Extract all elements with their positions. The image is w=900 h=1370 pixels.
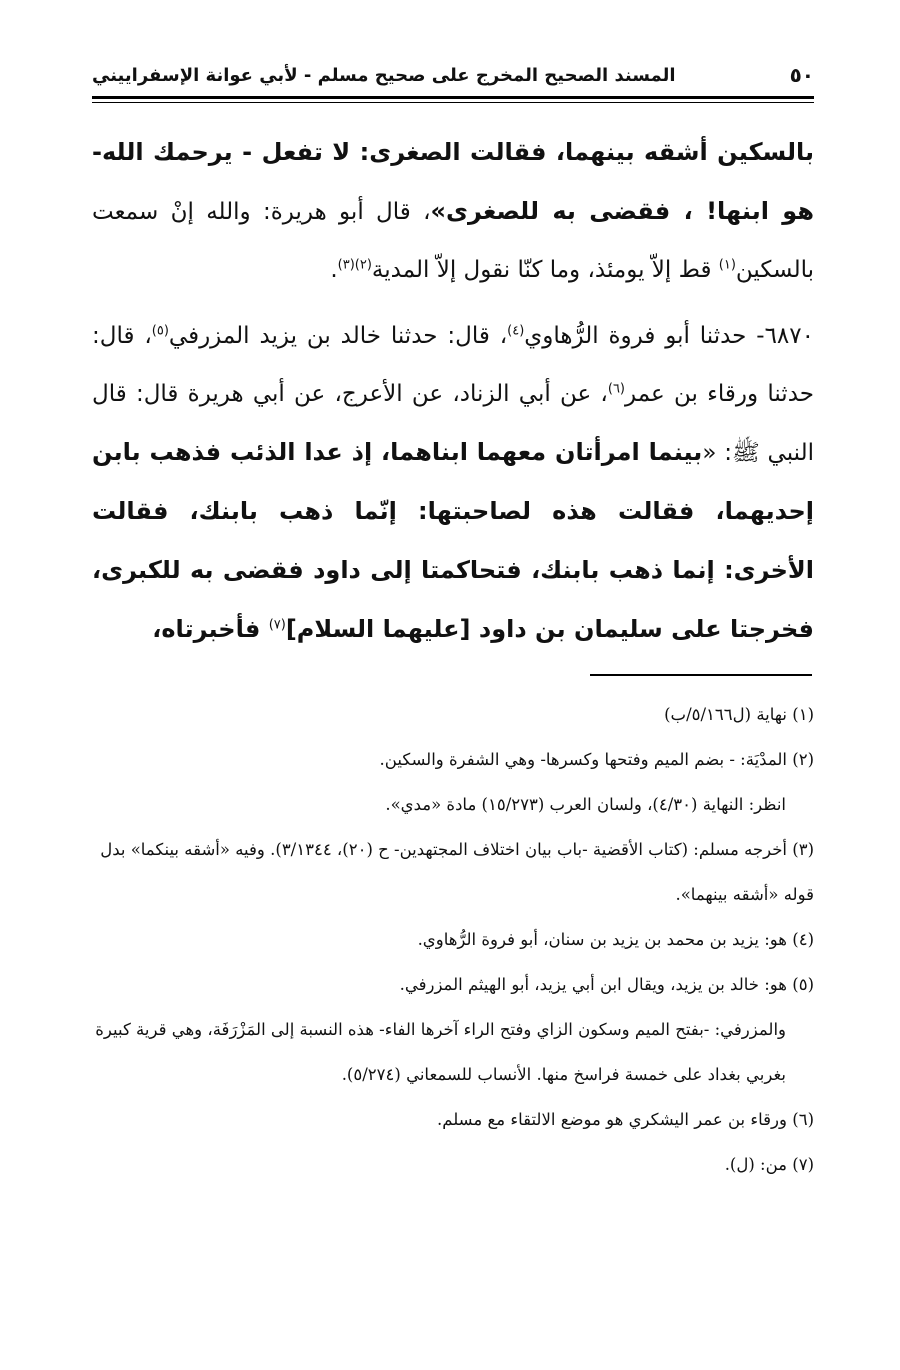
footnote-6: (٦) ورقاء بن عمر اليشكري هو موضع الالتقاء مع مسلم. xyxy=(436,1110,814,1129)
text-segment: . xyxy=(330,257,338,283)
footnote-ref-5: (٥) xyxy=(151,323,169,339)
running-title: المسند الصحيح المخرج على صحيح مسلم - لأبي عوانة الإسفراييني xyxy=(92,64,676,86)
footnote-ref-2-3: (٢)(٣) xyxy=(337,257,372,273)
footnote-ref-7: (٧) xyxy=(268,617,286,633)
footnote-ref-1: (١) xyxy=(718,257,736,273)
paragraph-gap xyxy=(92,299,814,307)
footnote-7: (٧) من: (ل). xyxy=(724,1155,814,1174)
hadith-text-bold: بالسكين أشقه بينهما، فقالت الصغرى: لا تفعل - يرحمك الله- هو ابنها! ، فقضى به للصغرى» xyxy=(92,138,814,225)
paragraph-2 xyxy=(92,307,814,659)
footnote-divider xyxy=(590,674,812,676)
text-segment: ، قال: حدثنا ورقاء بن عمر xyxy=(92,323,814,407)
hadith-text-bold: فأخبرتاه، xyxy=(152,615,269,643)
footnote-ref-4: (٤) xyxy=(507,323,525,339)
footnote-1: (١) نهاية (ل٥/١٦٦/ب) xyxy=(664,705,814,724)
footnote-5: (٥) هو: خالد بن يزيد، ويقال ابن أبي يزيد، أبو الهيثم المزرفي. xyxy=(399,975,814,994)
footnote-5-continuation: والمزرفي: -بفتح الميم وسكون الزاي وفتح الراء آخرها الفاء- هذه النسبة إلى المَزْرَفَة، وهي قرية كبيرة بغربي بغداد على خمسة فراسخ منها. الأنساب للسمعاني (٥/٢٧٤). xyxy=(95,1020,786,1084)
text-segment: قط إلاّ يومئذ، وما كنّا نقول إلاّ المدية xyxy=(371,257,719,283)
footnote-4: (٤) هو: يزيد بن محمد بن يزيد بن سنان، أبو فروة الرُّهاوي. xyxy=(417,930,814,949)
footnote-2-continuation: انظر: النهاية (٤/٣٠)، ولسان العرب (١٥/٢٧٣) مادة «مدي». xyxy=(385,795,786,814)
text-segment: ٦٨٧٠- حدثنا أبو فروة الرُّهاوي xyxy=(524,323,814,349)
main-text xyxy=(92,123,814,659)
footnotes xyxy=(92,692,814,1187)
header-rule-thick xyxy=(92,96,814,99)
page xyxy=(92,58,814,659)
hadith-text-bold: بينما امرأتان معهما ابناهما، إذ عدا الذئب فذهب بابن إحديهما، فقالت هذه لصاحبتها: إنّما ذهب بابنك، فقالت الأخرى: إنما ذهب بابنك، فتحاكمتا إلى داود فقضى به للكبرى، فخرجتا على سليمان بن داود [عليهما السلام] xyxy=(92,438,814,643)
footnote-2: (٢) المدْيَة: - بضم الميم وفتحها وكسرها- وهي الشفرة والسكين. xyxy=(379,750,814,769)
text-segment: ، قال: حدثنا خالد بن يزيد المزرفي xyxy=(168,323,508,349)
header-rule-thin xyxy=(92,102,814,103)
text-segment: ، قال أبو هريرة: والله إنْ سمعت بالسكين xyxy=(92,199,814,283)
footnote-3: (٣) أخرجه مسلم: (كتاب الأقضية -باب بيان اختلاف المجتهدين- ح (٢٠)، ٣/١٣٤٤). وفيه «أشقه بينكما» بدل قوله «أشقه بينهما». xyxy=(100,840,814,904)
text-segment: ، عن أبي الزناد، عن الأعرج، عن أبي هريرة قال: قال النبي ﷺ: « xyxy=(92,381,814,466)
page-number: ٥٠ xyxy=(789,63,814,87)
footnote-ref-6: (٦) xyxy=(607,381,625,397)
paragraph-1 xyxy=(92,123,814,299)
running-header xyxy=(92,58,814,92)
